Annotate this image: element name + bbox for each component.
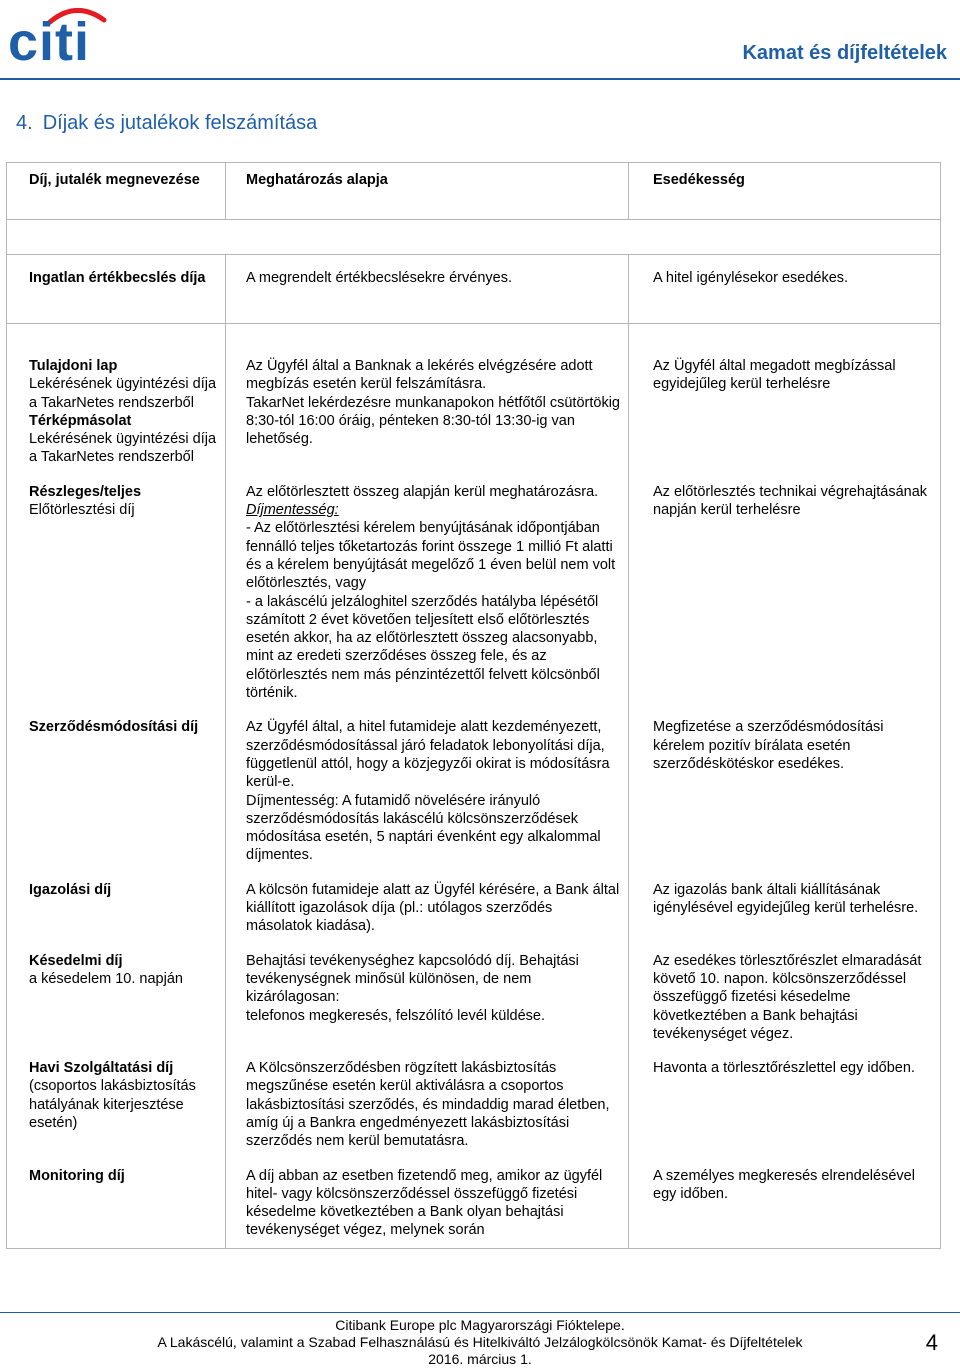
section-heading (16, 112, 317, 135)
fee-name-title: Késedelmi díj (29, 952, 123, 969)
fee-basis: A díj abban az esetben fizetendő meg, amikor az ügyfél hitel- vagy kölcsönszerződéssel összefüggő fizetési késedelme következtében a Bank olyan behajtási tevékenységet végez, melynek során (226, 1167, 629, 1249)
document-title: Kamat és díjfeltételek (742, 42, 947, 64)
fee-basis: A kölcsön futamideje alatt az Ügyfél kérésére, a Bank által kiállított igazolások díja (pl.: utólagos szerződés másolatok kiadása). (226, 881, 629, 952)
fee-name-title: Térképmásolat (29, 412, 132, 429)
fee-name-detail: a késedelem 10. napján (29, 970, 183, 987)
fee-basis: A Kölcsönszerződésben rögzített lakásbiztosítás megszűnése esetén kerül aktiválásra a csoportos lakásbiztosítási szerződés, és mindaddig marad életben, amíg új a Bankra engedményezett lakásbiztosítási szerződés nem kerül bemutatásra. (226, 1059, 629, 1166)
blank-row (7, 220, 941, 255)
spacer-row (7, 324, 941, 358)
fee-name (7, 357, 226, 483)
table-row (7, 952, 941, 1059)
fee-name: Monitoring díj (7, 1167, 226, 1249)
fee-name: Szerződésmódosítási díj (7, 718, 226, 880)
fee-name-title: Részleges/teljes (29, 483, 142, 500)
section-title: Díjak és jutalékok felszámítása (42, 112, 318, 134)
fee-due: A személyes megkeresés elrendelésével egy időben. (629, 1167, 941, 1249)
fee-name-detail: (csoportos lakásbiztosítás hatályának kiterjesztése esetén) (29, 1078, 196, 1131)
page-footer (0, 1312, 960, 1368)
fee-name (7, 1059, 226, 1166)
header-basis: Meghatározás alapja (226, 163, 629, 220)
fee-name (7, 952, 226, 1059)
fee-due: Az esedékes törlesztőrészlet elmaradását követő 10. napon. kölcsönszerződéssel összefüggő fizetési késedelme következtében a Bank behajtási tevékenységet végez. (629, 952, 941, 1059)
citi-logo (6, 4, 118, 66)
table-row (7, 1167, 941, 1249)
table-row (7, 357, 941, 483)
page-number: 4 (925, 1330, 938, 1355)
fee-due: A hitel igénylésekor esedékes. (629, 255, 941, 324)
table-row (7, 718, 941, 880)
fee-basis: Az Ügyfél által, a hitel futamideje alatt kezdeményezett, szerződésmódosítással járó feladatok lebonyolítási díja, függetlenül attól, hogy a közjegyzői okirat is módosításra kerül-e. Díjmentesség: A futamidő növelésére irányuló szerződésmódosítás lakáscélú kölcsönszerződések módosítása esetén, 5 naptári évenként egy alkalommal díjmentes. (226, 718, 629, 880)
fee-exemption-label: Díjmentesség: (246, 502, 339, 519)
footer-document-name: A Lakáscélú, valamint a Szabad Felhasználású és Hitelkiváltó Jelzálogkölcsönök Kamat- és Díjfeltételek (157, 1334, 803, 1350)
footer-company: Citibank Europe plc Magyarországi Fióktelepe. (335, 1317, 625, 1333)
fee-basis (226, 483, 629, 719)
section-number: 4. (16, 112, 33, 134)
svg-text:citi: citi (8, 12, 91, 66)
fee-basis-intro: Az előtörlesztett összeg alapján kerül meghatározásra. (246, 483, 599, 500)
fee-due: Az Ügyfél által megadott megbízással egyidejűleg kerül terhelésre (629, 357, 941, 483)
table-row (7, 881, 941, 952)
fees-table (6, 162, 941, 1249)
header-due: Esedékesség (629, 163, 941, 220)
fee-basis: A megrendelt értékbecslésekre érvényes. (226, 255, 629, 324)
fee-name: Igazolási díj (7, 881, 226, 952)
header-rule (0, 78, 960, 80)
table-row (7, 255, 941, 324)
fee-due: Az előtörlesztés technikai végrehajtásának napján kerül terhelésre (629, 483, 941, 719)
fee-exemption-text: - Az előtörlesztési kérelem benyújtásának időpontjában fennálló teljes tőketartozás forint összege 1 millió Ft alatti és a kérelem benyújtását megelőző 1 éven belül nem volt előtörlesztés, vagy - a lakáscélú jelzáloghitel szerződés hatályba lépésétől számított 2 évet követően teljesített első előtörlesztés esetén akkor, ha az előtörlesztett összeg alacsonyabb, mint az eredeti szerződéses összeg fele, és az előtörlesztés nem más pénzintézettől felvett kölcsönből történik. (246, 520, 616, 702)
fee-due: Az igazolás bank általi kiállításának igénylésével egyidejűleg kerül terhelésre. (629, 881, 941, 952)
fee-name-detail: Lekérésének ügyintézési díja a TakarNetes rendszerből (29, 431, 217, 466)
fee-due: Havonta a törlesztőrészlettel egy időben. (629, 1059, 941, 1166)
fee-name-detail: Lekérésének ügyintézési díja a TakarNetes rendszerből (29, 376, 217, 411)
fee-due: Megfizetése a szerződésmódosítási kérelem pozitív bírálata esetén szerződéskötéskor esedékes. (629, 718, 941, 880)
fee-basis: Az Ügyfél által a Banknak a lekérés elvégzésére adott megbízás esetén kerül felszámításra. TakarNet lekérdezésre munkanapokon hétfőtől csütörtökig 8:30-tól 16:00 óráig, pénteken 8:30-tól 13:30-ig van lehetőség. (226, 357, 629, 483)
fee-name: Ingatlan értékbecslés díja (7, 255, 226, 324)
fee-name-detail: Előtörlesztési díj (29, 502, 135, 519)
footer-date: 2016. március 1. (428, 1351, 532, 1367)
fee-name (7, 483, 226, 719)
table-row (7, 483, 941, 719)
table-header-row (7, 163, 941, 220)
table-row (7, 1059, 941, 1166)
header-fee-name: Díj, jutalék megnevezése (7, 163, 226, 220)
fee-name-title: Havi Szolgáltatási díj (29, 1060, 174, 1077)
fee-basis: Behajtási tevékenységhez kapcsolódó díj. Behajtási tevékenységnek minősül különösen, de nem kizárólagosan: telefonos megkeresés, felszólító levél küldése. (226, 952, 629, 1059)
fee-name-title: Tulajdoni lap (29, 358, 118, 374)
